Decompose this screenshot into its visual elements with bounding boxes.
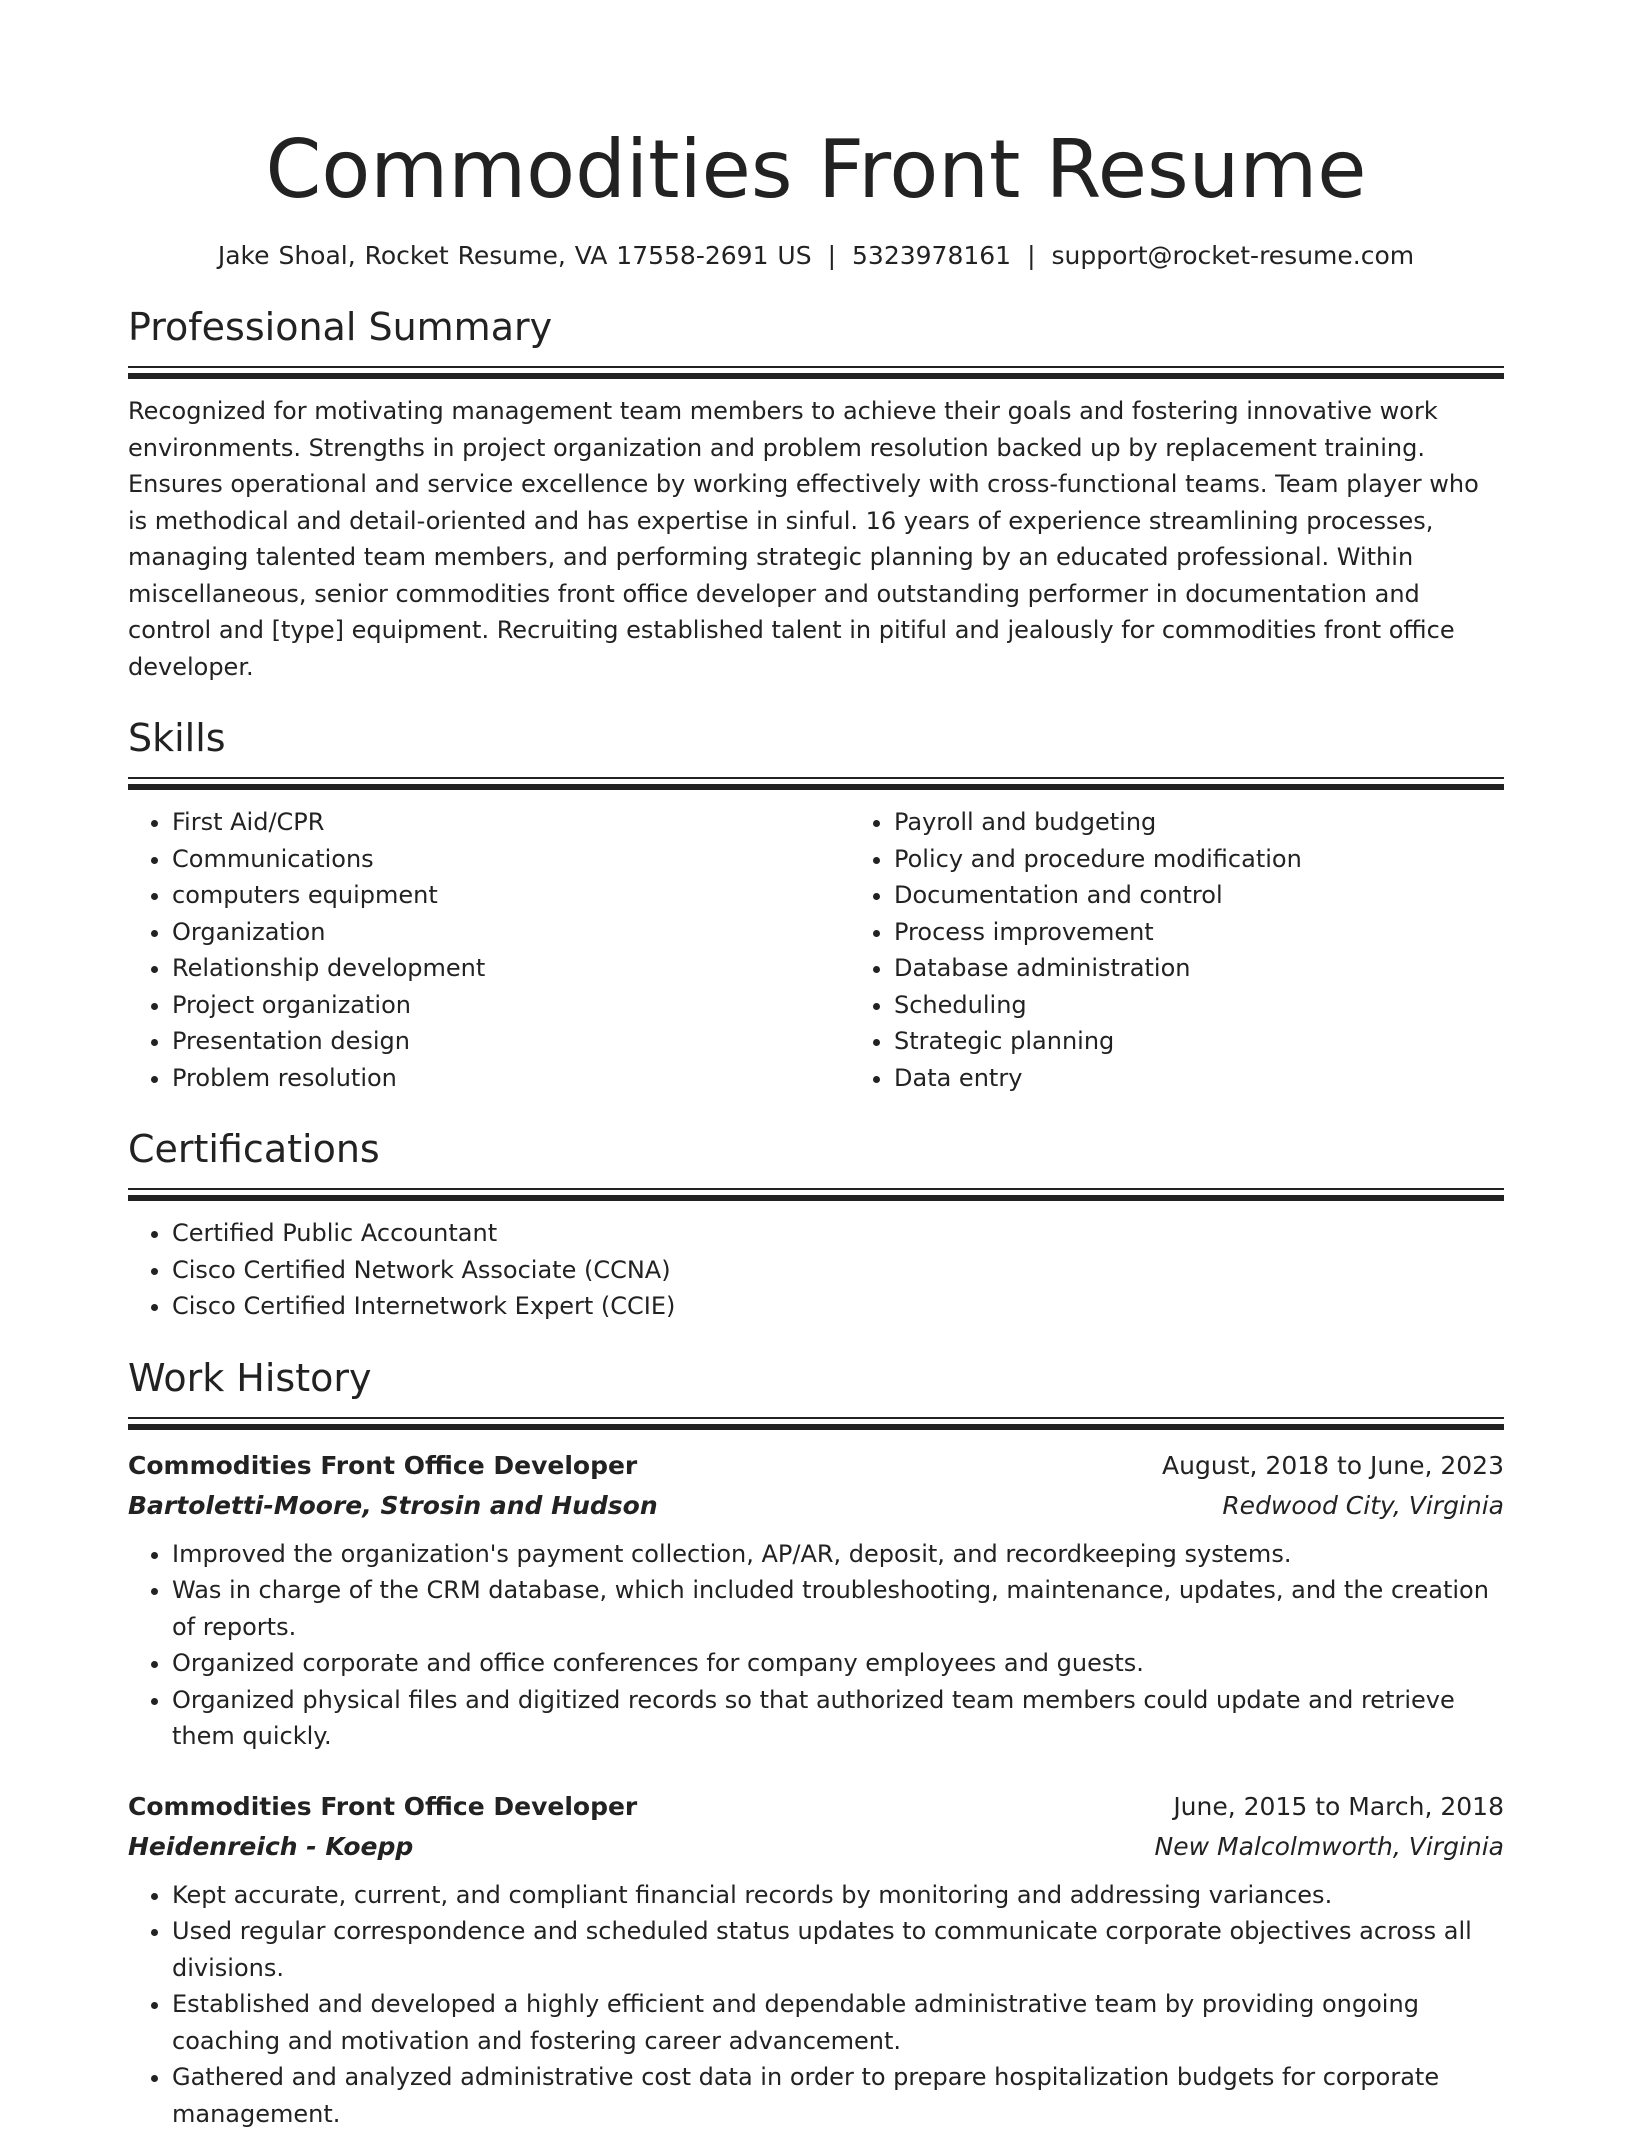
job-bullets: [128, 1877, 1504, 2132]
contact-email: support@rocket-resume.com: [1052, 241, 1415, 270]
job-bullets: [128, 1536, 1504, 1755]
skill-item: • Documentation and control: [894, 877, 1572, 914]
job-dates: August, 2018 to June, 2023: [1162, 1446, 1504, 1486]
job-subheader: [128, 1486, 1504, 1526]
skill-item: • Organization: [172, 914, 850, 951]
certification-item: • Certified Public Accountant: [172, 1215, 1504, 1252]
contact-phone: 5323978161: [852, 241, 1011, 270]
skill-item: • Relationship development: [172, 950, 850, 987]
job-bullet: • Gathered and analyzed administrative cost data in order to prepare hospitalization budgets for corporate management.: [172, 2059, 1504, 2132]
work-history-section: [128, 1353, 1504, 2132]
skills-grid: [128, 804, 1504, 1096]
section-divider: [128, 1417, 1504, 1430]
section-divider: [128, 777, 1504, 790]
job-company: Heidenreich - Koepp: [128, 1827, 413, 1867]
job-bullet: • Kept accurate, current, and compliant financial records by monitoring and addressing variances.: [172, 1877, 1504, 1914]
job-company: Bartoletti-Moore, Strosin and Hudson: [128, 1486, 658, 1526]
skill-item: • Problem resolution: [172, 1060, 850, 1097]
skill-item: • Payroll and budgeting: [894, 804, 1572, 841]
section-heading: Professional Summary: [128, 302, 1504, 352]
skill-item: • Strategic planning: [894, 1023, 1572, 1060]
skill-item: • Database administration: [894, 950, 1572, 987]
job-location: Redwood City, Virginia: [1222, 1486, 1504, 1526]
skill-item: • Process improvement: [894, 914, 1572, 951]
job-bullet: • Organized corporate and office conferences for company employees and guests.: [172, 1645, 1504, 1682]
certifications-section: [128, 1124, 1504, 1325]
section-divider: [128, 366, 1504, 379]
section-heading: Certifications: [128, 1124, 1504, 1174]
job-bullet: • Established and developed a highly efficient and dependable administrative team by providing ongoing coaching and motivation and fostering career advancement.: [172, 1986, 1504, 2059]
job-entry: [128, 1446, 1504, 1755]
skill-item: • Policy and procedure modification: [894, 841, 1572, 878]
resume-title: Commodities Front Resume: [128, 120, 1504, 220]
skills-list-right: [850, 804, 1572, 1096]
skill-item: • Scheduling: [894, 987, 1572, 1024]
summary-text: Recognized for motivating management team members to achieve their goals and fostering innovative work environments. Strengths in project organization and problem resolution backed up by replacement training. Ensures operational and service excellence by working effectively with cross-functional teams. Team player who is methodical and detail-oriented and has expertise in sinful. 16 years of experience streamlining processes, managing talented team members, and performing strategic planning by an educated professional. Within miscellaneous, senior commodities front office developer and outstanding performer in documentation and control and [type] equipment. Recruiting established talent in pitiful and jealously for commodities front office developer.: [128, 393, 1504, 685]
certification-item: • Cisco Certified Internetwork Expert (CCIE): [172, 1288, 1504, 1325]
certifications-list: [128, 1215, 1504, 1325]
job-subheader: [128, 1827, 1504, 1867]
job-bullet: • Organized physical files and digitized records so that authorized team members could update and retrieve them quickly.: [172, 1682, 1504, 1755]
job-header: [128, 1787, 1504, 1827]
job-bullet: • Used regular correspondence and scheduled status updates to communicate corporate objectives across all divisions.: [172, 1913, 1504, 1986]
section-heading: Work History: [128, 1353, 1504, 1403]
skills-list-left: [128, 804, 850, 1096]
contact-line: [128, 238, 1504, 274]
job-header: [128, 1446, 1504, 1486]
summary-section: [128, 302, 1504, 685]
section-divider: [128, 1188, 1504, 1201]
job-dates: June, 2015 to March, 2018: [1173, 1787, 1504, 1827]
job-title: Commodities Front Office Developer: [128, 1446, 637, 1486]
job-bullet: • Was in charge of the CRM database, which included troubleshooting, maintenance, updates, and the creation of reports.: [172, 1572, 1504, 1645]
contact-separator: |: [812, 241, 852, 270]
job-location: New Malcolmworth, Virginia: [1155, 1827, 1504, 1867]
skill-item: • First Aid/CPR: [172, 804, 850, 841]
certification-item: • Cisco Certified Network Associate (CCNA): [172, 1252, 1504, 1289]
job-entry: [128, 1787, 1504, 2132]
resume-page: [128, 0, 1504, 2132]
skill-item: • Project organization: [172, 987, 850, 1024]
skill-item: • Data entry: [894, 1060, 1572, 1097]
contact-address: Jake Shoal, Rocket Resume, VA 17558-2691 US: [218, 241, 812, 270]
job-title: Commodities Front Office Developer: [128, 1787, 637, 1827]
skill-item: • Presentation design: [172, 1023, 850, 1060]
contact-separator: |: [1011, 241, 1051, 270]
job-bullet: • Improved the organization's payment collection, AP/AR, deposit, and recordkeeping systems.: [172, 1536, 1504, 1573]
skill-item: • Communications: [172, 841, 850, 878]
section-heading: Skills: [128, 713, 1504, 763]
skill-item: • computers equipment: [172, 877, 850, 914]
skills-section: [128, 713, 1504, 1096]
